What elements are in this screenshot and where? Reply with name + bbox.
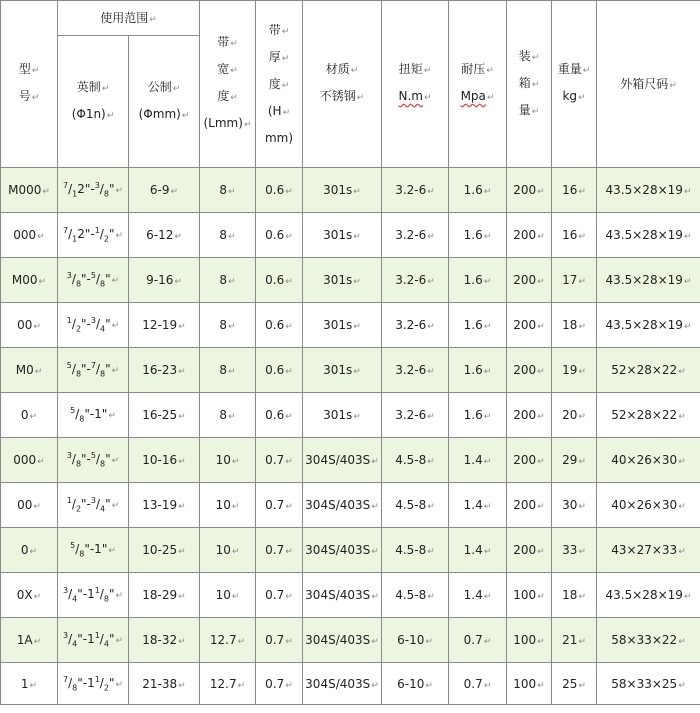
cell-weight: 16↵ — [552, 213, 597, 258]
cell-width: 8↵ — [200, 258, 256, 303]
cell-thickness: 0.6↵ — [256, 348, 303, 393]
cell-imperial: $^1/_2"-^3/_4"↵$ — [58, 303, 129, 348]
table-row — [1, 438, 700, 483]
cell-pressure: 1.6↵ — [449, 393, 507, 438]
header-line: 重量↵ — [557, 62, 591, 76]
cell-pressure: 1.6↵ — [449, 258, 507, 303]
cell-metric: 6-9↵ — [129, 168, 200, 213]
cell-material: 301s↵ — [303, 393, 382, 438]
spec-table-body — [1, 168, 700, 705]
cell-qty: 200↵ — [507, 258, 552, 303]
cell-width: 8↵ — [200, 168, 256, 213]
header-line: 耐压↵ — [461, 62, 494, 76]
cell-metric: 10-16↵ — [129, 438, 200, 483]
cell-box: 52×28×22↵ — [597, 348, 700, 393]
cell-metric: 6-12↵ — [129, 213, 200, 258]
header-line: 型↵ — [18, 62, 40, 76]
header-line: N.m↵ — [398, 89, 432, 103]
cell-pressure: 1.6↵ — [449, 348, 507, 393]
cell-weight: 18↵ — [552, 303, 597, 348]
cell-weight: 20↵ — [552, 393, 597, 438]
cell-pressure: 1.4↵ — [449, 528, 507, 573]
header-line: (Lmm)↵ — [203, 116, 252, 130]
table-row — [1, 168, 700, 213]
cell-weight: 25↵ — [552, 663, 597, 705]
cell-model: 1↵ — [1, 663, 58, 705]
header-line: mm) — [264, 130, 294, 145]
cell-imperial: $^5/_8"-1"↵$ — [58, 528, 129, 573]
cell-weight: 18↵ — [552, 573, 597, 618]
cell-torque: 3.2-6↵ — [382, 348, 449, 393]
cell-box: 43.5×28×19↵ — [597, 213, 700, 258]
cell-material: 304S/403S↵ — [303, 438, 382, 483]
header-line: 材质↵ — [325, 62, 359, 76]
cell-box: 52×28×22↵ — [597, 393, 700, 438]
cell-torque: 4.5-8↵ — [382, 573, 449, 618]
table-row — [1, 483, 700, 528]
header-line: 不锈钢↵ — [319, 89, 365, 103]
cell-imperial: $^7/_8"-1^1/_2"↵$ — [58, 663, 129, 705]
header-line: 带↵ — [268, 22, 290, 37]
cell-material: 304S/403S↵ — [303, 528, 382, 573]
cell-box: 43.5×28×19↵ — [597, 573, 700, 618]
cell-torque: 3.2-6↵ — [382, 168, 449, 213]
cell-torque: 3.2-6↵ — [382, 213, 449, 258]
table-row — [1, 618, 700, 663]
cell-qty: 200↵ — [507, 393, 552, 438]
cell-model: M0↵ — [1, 348, 58, 393]
cell-model: 000↵ — [1, 213, 58, 258]
cell-box: 58×33×22↵ — [597, 618, 700, 663]
cell-model: 00↵ — [1, 483, 58, 528]
cell-box: 43.5×28×19↵ — [597, 168, 700, 213]
header-line: (Φ1n)↵ — [71, 106, 115, 121]
header-line: 英制↵ — [76, 79, 110, 94]
cell-imperial: $^7/_12"-^3/_8"↵$ — [58, 168, 129, 213]
header-line: 公制↵ — [147, 79, 181, 94]
header-metric — [129, 36, 200, 168]
header-line: 箱↵ — [518, 75, 540, 90]
table-row — [1, 213, 700, 258]
header-line: (H↵ — [267, 103, 291, 118]
cell-pressure: 0.7↵ — [449, 663, 507, 705]
header-line: 扭矩↵ — [398, 62, 432, 76]
header-model — [1, 1, 58, 168]
cell-qty: 100↵ — [507, 573, 552, 618]
cell-torque: 4.5-8↵ — [382, 438, 449, 483]
cell-width: 12.7↵ — [200, 663, 256, 705]
cell-pressure: 1.4↵ — [449, 438, 507, 483]
cell-qty: 200↵ — [507, 528, 552, 573]
cell-imperial: $^5/_8"-1"↵$ — [58, 393, 129, 438]
cell-weight: 33↵ — [552, 528, 597, 573]
cell-box: 40×26×30↵ — [597, 483, 700, 528]
cell-qty: 200↵ — [507, 438, 552, 483]
cell-qty: 100↵ — [507, 663, 552, 705]
cell-torque: 3.2-6↵ — [382, 393, 449, 438]
cell-weight: 19↵ — [552, 348, 597, 393]
cell-material: 301s↵ — [303, 348, 382, 393]
table-row — [1, 348, 700, 393]
cell-imperial: $^3/_4"-1^1/_8"↵$ — [58, 573, 129, 618]
cell-model: 1A↵ — [1, 618, 58, 663]
header-line: 号↵ — [18, 89, 40, 103]
table-row — [1, 303, 700, 348]
cell-imperial: $^3/_4"-1^1/_4"↵$ — [58, 618, 129, 663]
header-imperial — [58, 36, 129, 168]
cell-box: 43.5×28×19↵ — [597, 258, 700, 303]
cell-box: 40×26×30↵ — [597, 438, 700, 483]
table-row — [1, 393, 700, 438]
cell-metric: 16-25↵ — [129, 393, 200, 438]
cell-pressure: 1.6↵ — [449, 303, 507, 348]
cell-qty: 100↵ — [507, 618, 552, 663]
cell-model: 0↵ — [1, 528, 58, 573]
cell-qty: 200↵ — [507, 348, 552, 393]
cell-width: 8↵ — [200, 213, 256, 258]
cell-weight: 30↵ — [552, 483, 597, 528]
cell-metric: 9-16↵ — [129, 258, 200, 303]
cell-box: 58×33×25↵ — [597, 663, 700, 705]
header-range-label: 使用范围 — [100, 10, 149, 25]
header-line: (Φmm)↵ — [138, 106, 190, 121]
cell-metric: 13-19↵ — [129, 483, 200, 528]
cell-imperial: $^3/_8"-^5/_8"↵$ — [58, 258, 129, 303]
cell-thickness: 0.6↵ — [256, 213, 303, 258]
header-box-size: 外箱尺码↵ — [597, 1, 700, 168]
cell-width: 8↵ — [200, 348, 256, 393]
cell-material: 304S/403S↵ — [303, 483, 382, 528]
cell-thickness: 0.6↵ — [256, 393, 303, 438]
cell-thickness: 0.7↵ — [256, 528, 303, 573]
cell-metric: 18-29↵ — [129, 573, 200, 618]
cell-torque: 6-10↵ — [382, 618, 449, 663]
table-row — [1, 663, 700, 705]
cell-weight: 21↵ — [552, 618, 597, 663]
cell-material: 304S/403S↵ — [303, 573, 382, 618]
cell-thickness: 0.7↵ — [256, 483, 303, 528]
table-row — [1, 528, 700, 573]
cell-qty: 200↵ — [507, 213, 552, 258]
cell-width: 12.7↵ — [200, 618, 256, 663]
cell-model: 0↵ — [1, 393, 58, 438]
cell-metric: 18-32↵ — [129, 618, 200, 663]
cell-material: 301s↵ — [303, 168, 382, 213]
cell-thickness: 0.6↵ — [256, 168, 303, 213]
header-weight — [552, 1, 597, 168]
cell-box: 43.5×28×19↵ — [597, 303, 700, 348]
cell-pressure: 1.4↵ — [449, 573, 507, 618]
cell-pressure: 1.6↵ — [449, 213, 507, 258]
header-line: 度↵ — [217, 89, 238, 103]
header-band-width — [200, 1, 256, 168]
cell-thickness: 0.6↵ — [256, 258, 303, 303]
cell-metric: 16-23↵ — [129, 348, 200, 393]
header-material — [303, 1, 382, 168]
cell-thickness: 0.6↵ — [256, 303, 303, 348]
cell-width: 8↵ — [200, 303, 256, 348]
header-box-size-label: 外箱尺码 — [620, 76, 669, 91]
cell-torque: 3.2-6↵ — [382, 303, 449, 348]
cell-width: 10↵ — [200, 573, 256, 618]
cell-imperial: $^1/_2"-^3/_4"↵$ — [58, 483, 129, 528]
cell-material: 301s↵ — [303, 303, 382, 348]
cell-metric: 10-25↵ — [129, 528, 200, 573]
cell-width: 10↵ — [200, 528, 256, 573]
header-line: 带↵ — [217, 35, 238, 49]
cell-metric: 12-19↵ — [129, 303, 200, 348]
cell-qty: 200↵ — [507, 483, 552, 528]
cell-model: 0X↵ — [1, 573, 58, 618]
header-line: 宽↵ — [217, 62, 238, 76]
header-line: 量↵ — [518, 102, 540, 117]
cell-material: 304S/403S↵ — [303, 663, 382, 705]
cell-qty: 200↵ — [507, 303, 552, 348]
cell-weight: 17↵ — [552, 258, 597, 303]
header-pack-qty — [507, 1, 552, 168]
cell-material: 304S/403S↵ — [303, 618, 382, 663]
cell-material: 301s↵ — [303, 258, 382, 303]
cell-imperial: $^3/_8"-^5/_8"↵$ — [58, 438, 129, 483]
cell-torque: 3.2-6↵ — [382, 258, 449, 303]
header-band-thickness — [256, 1, 303, 168]
cell-pressure: 0.7↵ — [449, 618, 507, 663]
header-line: 度↵ — [268, 76, 290, 91]
header-pressure — [449, 1, 507, 168]
cell-width: 8↵ — [200, 393, 256, 438]
cell-torque: 4.5-8↵ — [382, 528, 449, 573]
cell-thickness: 0.7↵ — [256, 663, 303, 705]
cell-pressure: 1.6↵ — [449, 168, 507, 213]
cell-model: M000↵ — [1, 168, 58, 213]
header-torque — [382, 1, 449, 168]
header-line: 厚↵ — [268, 49, 290, 64]
cell-material: 301s↵ — [303, 213, 382, 258]
cell-imperial: $^5/_8"-^7/_8"↵$ — [58, 348, 129, 393]
cell-box: 43×27×33↵ — [597, 528, 700, 573]
cell-pressure: 1.4↵ — [449, 483, 507, 528]
cell-thickness: 0.7↵ — [256, 618, 303, 663]
cell-weight: 16↵ — [552, 168, 597, 213]
cell-model: 000↵ — [1, 438, 58, 483]
table-row — [1, 258, 700, 303]
cell-thickness: 0.7↵ — [256, 438, 303, 483]
cell-width: 10↵ — [200, 438, 256, 483]
cell-weight: 29↵ — [552, 438, 597, 483]
cell-torque: 4.5-8↵ — [382, 483, 449, 528]
cell-model: 00↵ — [1, 303, 58, 348]
header-range: 使用范围↵ — [58, 1, 200, 36]
cell-imperial: $^7/_12"-^1/_2"↵$ — [58, 213, 129, 258]
header-line: kg↵ — [562, 89, 586, 103]
cell-model: M00↵ — [1, 258, 58, 303]
header-line: Mpa↵ — [460, 89, 495, 103]
table-row — [1, 573, 700, 618]
cell-metric: 21-38↵ — [129, 663, 200, 705]
cell-qty: 200↵ — [507, 168, 552, 213]
cell-width: 10↵ — [200, 483, 256, 528]
cell-torque: 6-10↵ — [382, 663, 449, 705]
header-line: 装↵ — [518, 48, 540, 63]
cell-thickness: 0.7↵ — [256, 573, 303, 618]
